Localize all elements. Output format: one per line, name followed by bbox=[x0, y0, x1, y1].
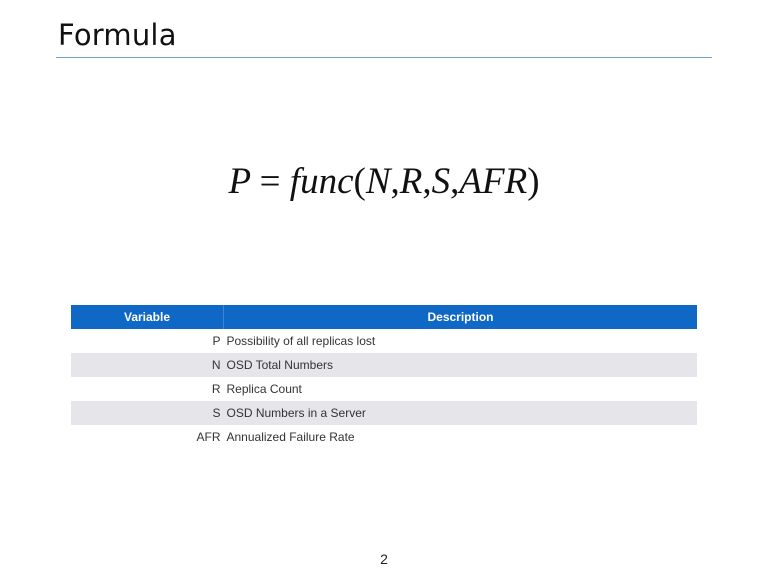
variable-cell: AFR bbox=[196, 430, 221, 444]
formula-separator: , bbox=[390, 161, 400, 202]
formula-lhs: P bbox=[228, 161, 251, 202]
page-number: 2 bbox=[380, 551, 388, 567]
variable-cell: R bbox=[211, 382, 221, 396]
table-row bbox=[71, 329, 697, 353]
formula-close-paren: ) bbox=[527, 161, 540, 202]
slide-title: Formula bbox=[58, 18, 177, 52]
description-cell: Replica Count bbox=[226, 382, 302, 396]
description-cell: OSD Numbers in a Server bbox=[224, 401, 698, 425]
formula-separator: , bbox=[422, 161, 432, 202]
table-row bbox=[71, 401, 697, 425]
formula-separator: , bbox=[450, 161, 460, 202]
table-header-row bbox=[71, 305, 697, 329]
formula-func: func bbox=[289, 161, 354, 202]
title-divider bbox=[56, 57, 712, 58]
formula-arg-r: R bbox=[399, 161, 423, 202]
formula-equals: = bbox=[259, 161, 281, 202]
table-row bbox=[71, 377, 697, 401]
formula-arg-s: S bbox=[431, 161, 451, 202]
formula-arg-afr: AFR bbox=[459, 161, 528, 202]
header-variable: Variable bbox=[71, 305, 224, 329]
formula-open-paren: ( bbox=[353, 161, 366, 202]
table-row bbox=[71, 353, 697, 377]
description-cell: OSD Total Numbers bbox=[224, 353, 698, 377]
description-cell: Possibility of all replicas lost bbox=[226, 334, 376, 348]
formula bbox=[0, 160, 768, 203]
description-cell: Annualized Failure Rate bbox=[226, 430, 355, 444]
variable-cell: S bbox=[71, 401, 224, 425]
formula-arg-n: N bbox=[365, 161, 391, 202]
variables-table bbox=[71, 305, 697, 449]
header-description: Description bbox=[224, 305, 698, 329]
table-row bbox=[71, 425, 697, 449]
variable-cell: P bbox=[212, 334, 221, 348]
variable-cell: N bbox=[71, 353, 224, 377]
